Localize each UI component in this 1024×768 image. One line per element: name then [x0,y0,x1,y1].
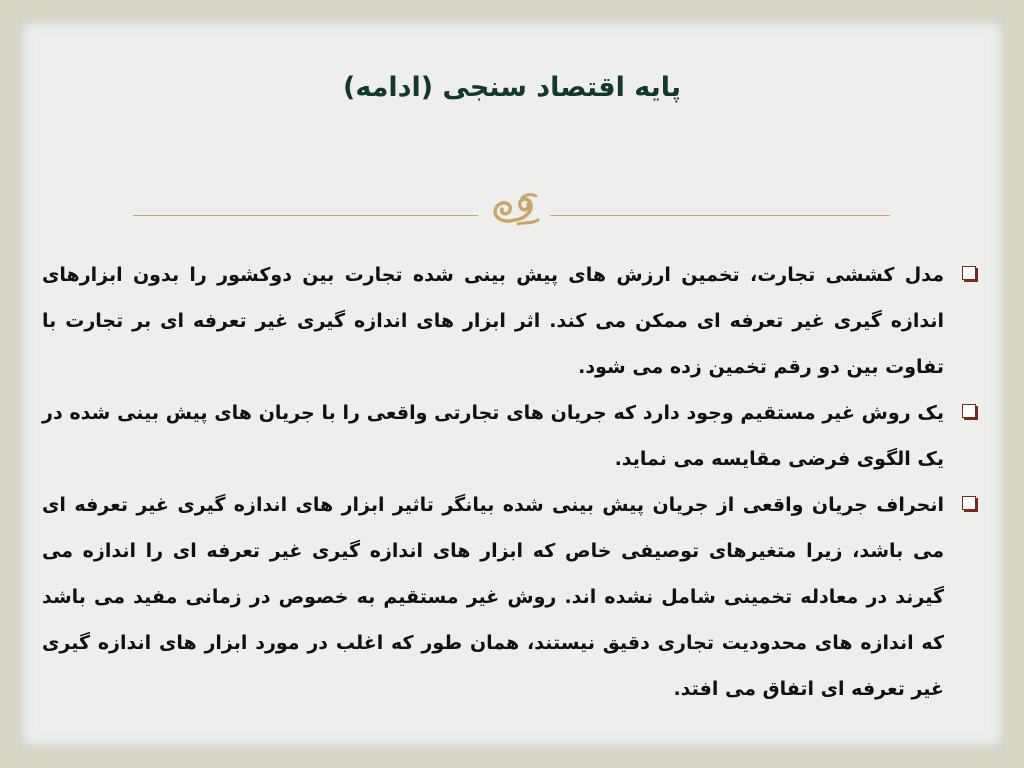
checkbox-bullet-icon [962,404,976,418]
fleuron-ornament-icon [478,190,550,230]
checkbox-bullet-icon [962,266,976,280]
list-item [42,252,978,390]
slide [20,20,1004,748]
bullet-list [42,252,978,712]
bullet-text: مدل کششی تجارت، تخمین ارزش های پیش بینی شده تجارت بین دوکشور را بدون ابزارهای اندازه گیری غیر تعرفه ای ممکن می کند. اثر ابزار های اندازه گیری غیر تعرفه ای بر تجارت با تفاوت بین دو رقم تخمین زده می شود. [42,264,944,378]
list-item [42,482,978,712]
list-item [42,390,978,482]
checkbox-bullet-icon [962,496,976,510]
slide-title: پایه اقتصاد سنجی (ادامه) [342,72,682,103]
bullet-text: انحراف جریان واقعی از جریان پیش بینی شده بیانگر تاثیر ابزار های اندازه گیری غیر تعرفه ای می باشد، زیرا متغیرهای توصیفی خاص که ابزار های اندازه گیری غیر تعرفه ای را اندازه می گیرند در معادله تخمینی شامل نشده اند. روش غیر مستقیم به خصوص در زمانی مفید می باشد که اندازه های محدودیت تجاری دقیق نیستند، همان طور که اغلب در مورد ابزار های اندازه گیری غیر تعرفه ای اتفاق می افتد. [42,494,944,700]
bullet-text: یک روش غیر مستقیم وجود دارد که جریان های تجارتی واقعی را با جریان های پیش بینی شده در یک الگوی فرضی مقایسه می نماید. [42,402,944,470]
